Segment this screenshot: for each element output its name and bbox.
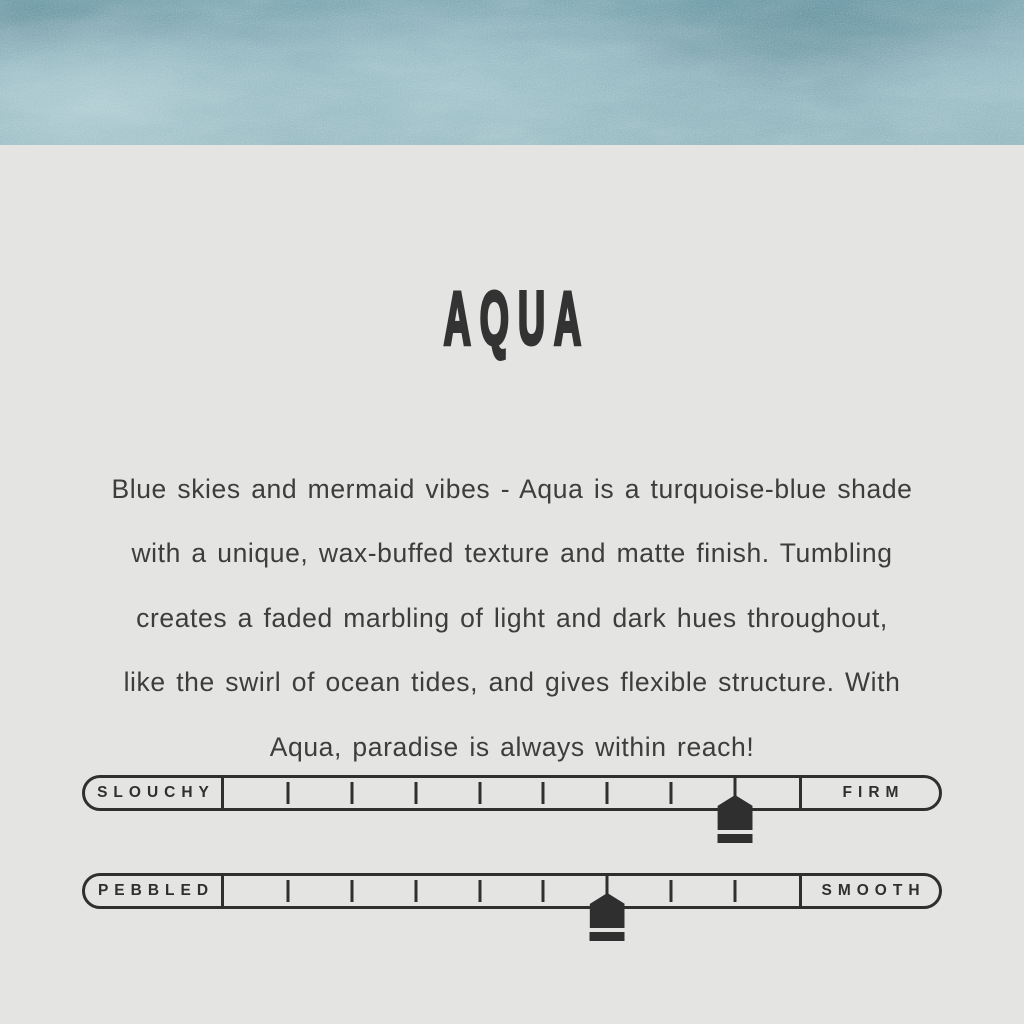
structure-scale (82, 775, 942, 811)
scale-right-label: SMOOTH (799, 876, 939, 906)
description-line: like the swirl of ocean tides, and gives flexible structure. With (123, 667, 901, 697)
scale-left-label: PEBBLED (85, 876, 224, 906)
tick-mark (542, 880, 545, 902)
scale-marker-icon (590, 876, 625, 941)
marker-stem (734, 778, 737, 795)
leather-grain-noise (0, 0, 1024, 145)
scale-left-label: SLOUCHY (85, 778, 224, 808)
tick-mark (478, 880, 481, 902)
tick-mark (670, 782, 673, 804)
marker-stem (606, 876, 609, 893)
description-line: Blue skies and mermaid vibes - Aqua is a turquoise-blue shade (111, 473, 913, 504)
leather-texture-banner (0, 0, 1024, 145)
structure-scale-track (224, 778, 799, 808)
texture-scale-capsule (82, 873, 942, 909)
tick-mark (350, 782, 353, 804)
marker-underline (718, 834, 753, 843)
texture-scale (82, 873, 942, 909)
scale-right-label: FIRM (799, 778, 939, 808)
tick-mark (414, 782, 417, 804)
tick-mark (350, 880, 353, 902)
marker-pentagon (590, 893, 625, 928)
description-line: Aqua, paradise is always within reach! (269, 731, 755, 762)
page-title: AQUA (443, 276, 590, 361)
tick-mark (606, 782, 609, 804)
description-line: with a unique, wax-buffed texture and matte finish. Tumbling (131, 538, 893, 568)
tick-mark (414, 880, 417, 902)
structure-scale-capsule (82, 775, 942, 811)
marker-underline (590, 932, 625, 941)
attribute-scales (0, 775, 1024, 909)
description-line: creates a faded marbling of light and dark hues throughout, (136, 602, 888, 633)
marker-pentagon (718, 795, 753, 830)
tick-mark (670, 880, 673, 902)
tick-mark (286, 880, 289, 902)
tick-mark (478, 782, 481, 804)
color-description (0, 457, 1024, 780)
tick-mark (542, 782, 545, 804)
scale-marker-icon (718, 778, 753, 843)
texture-scale-track (224, 876, 799, 906)
tick-mark (734, 880, 737, 902)
tick-mark (286, 782, 289, 804)
